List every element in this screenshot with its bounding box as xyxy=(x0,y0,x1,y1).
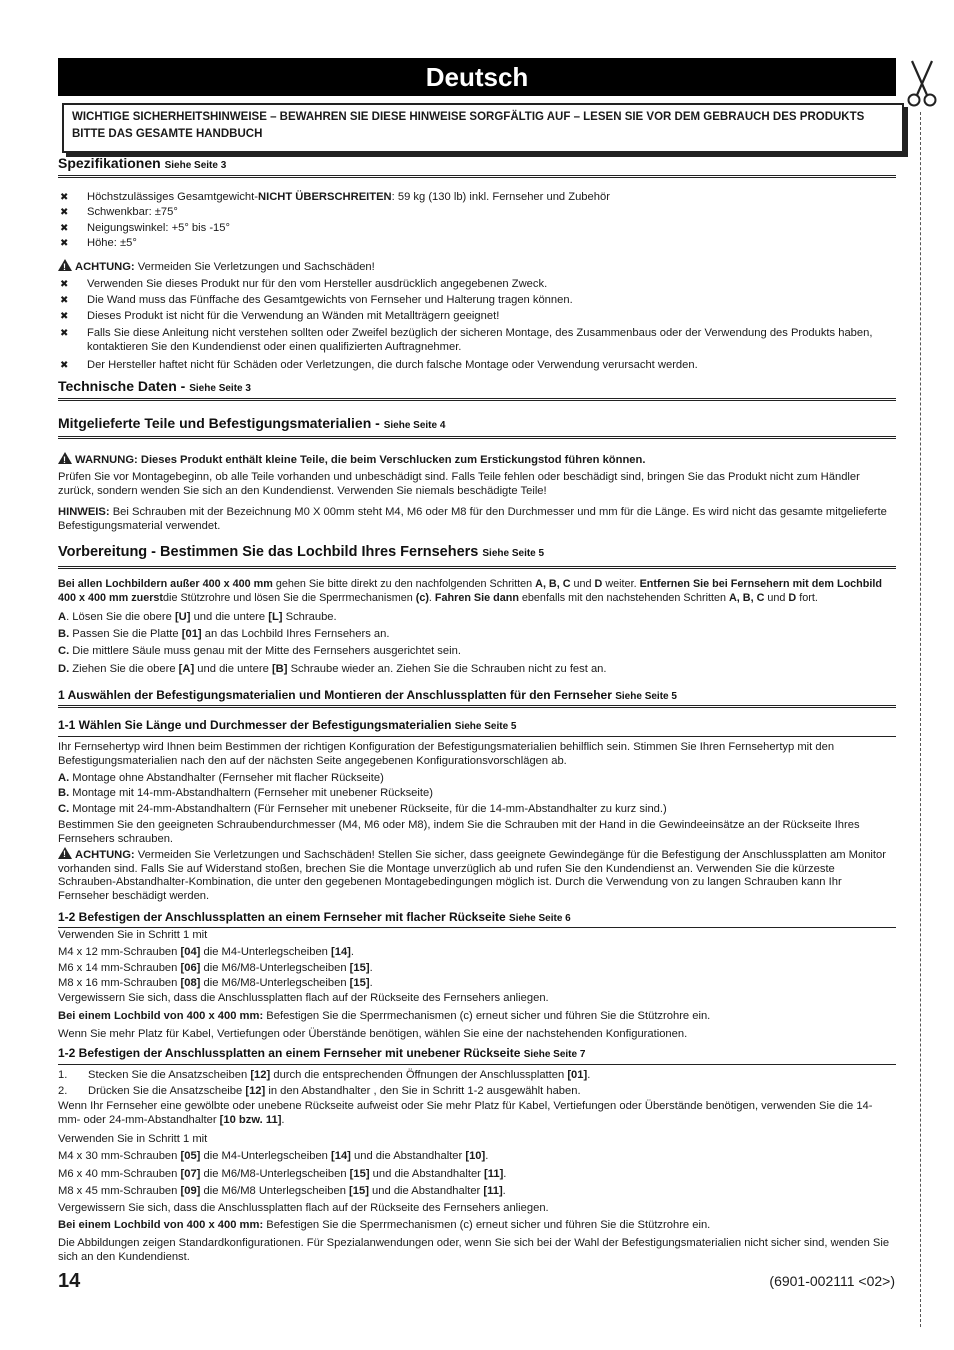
page-title: Deutsch xyxy=(58,58,896,96)
text-run: . xyxy=(281,1114,285,1126)
text-run: C. xyxy=(58,645,70,657)
text-run: Höchstzulässiges Gesamtgewicht- xyxy=(87,191,258,203)
screw-line xyxy=(58,961,894,975)
list-item-text xyxy=(87,190,887,204)
list-item xyxy=(60,236,892,251)
prep-intro xyxy=(58,577,894,605)
prep-step xyxy=(58,644,894,658)
bullet-icon: ✖ xyxy=(60,360,69,371)
s12b-final: Die Abbildungen zeigen Standardkonfigurationen. Für Spezialanwendungen oder, wenn Sie sich bei der Wahl der Befestigungsmaterialien nicht sicher sind, wenden Sie sich an den Kundendienst. xyxy=(58,1237,890,1263)
text-run: B. xyxy=(58,628,70,640)
text-run: [01] xyxy=(567,1069,588,1081)
text-run: M6 x 14 mm-Schrauben xyxy=(58,962,181,974)
screw-line xyxy=(58,1184,894,1198)
text-run: [12] xyxy=(245,1085,266,1097)
text-run: Ziehen Sie die obere xyxy=(69,663,179,675)
text-run: C. xyxy=(58,803,70,815)
divider xyxy=(58,436,896,439)
s12a-flat: Vergewissern Sie sich, dass die Anschlussplatten flach auf der Rückseite des Fernsehers anliegen. xyxy=(58,992,549,1004)
text-run: durch die entsprechenden Öffnungen der Anschlussplatten xyxy=(270,1069,568,1081)
s12b-400: Bei einem Lochbild von 400 x 400 mm: Befestigen Sie die Sperrmechanismen (c) erneut sicher und führen Sie die Stützrohre ein. xyxy=(58,1219,711,1231)
text-run: . xyxy=(350,946,355,958)
option-item xyxy=(58,786,894,800)
document-code: (6901-002111 <02>) xyxy=(769,1273,895,1289)
text-run: A xyxy=(58,611,67,623)
text-run: und die untere xyxy=(190,611,269,623)
divider xyxy=(58,175,896,178)
text-run: und die Abstandhalter xyxy=(350,1150,466,1162)
step-number: 2. xyxy=(58,1085,68,1097)
text-run: A, B, C xyxy=(535,578,571,590)
text-run: M6 x 40 mm-Schrauben xyxy=(58,1168,181,1180)
section-1-2b-heading: 1-2 Befestigen der Anschlussplatten an einem Fernseher mit unebener Rückseite Siehe Seite 7 xyxy=(58,1046,586,1060)
parts-heading: Mitgelieferte Teile und Befestigungsmaterialien - Siehe Seite 4 xyxy=(58,415,446,431)
text-run: die M6/M8-Unterlegscheiben xyxy=(200,977,350,989)
text-run: und die untere xyxy=(194,663,272,675)
text-run: [09] xyxy=(180,1185,201,1197)
bullet-icon: ✖ xyxy=(60,192,69,203)
list-item-text xyxy=(87,205,887,219)
parts-warning: !WARNUNG: Dieses Produkt enthält kleine Teile, die beim Verschlucken zum Erstickungstod führen können. xyxy=(58,452,894,467)
bullet-icon: ✖ xyxy=(60,279,69,290)
text-run: M4 x 30 mm-Schrauben xyxy=(58,1150,181,1162)
bullet-icon: ✖ xyxy=(60,238,69,249)
text-run: Fahren Sie dann xyxy=(434,592,519,604)
option-item xyxy=(58,802,894,816)
text-run: M8 x 16 mm-Schrauben xyxy=(58,977,181,989)
list-item-text: Falls Sie diese Anleitung nicht verstehen sollten oder Zweifel bezüglich der sicheren Montage, des Zusammenbaus oder der Verwendung des Produkts haben, kontaktieren Sie den Kundendienst oder einen qualifizierten Auftragnehmer. xyxy=(87,327,873,353)
list-item xyxy=(60,205,892,220)
s11-intro: Ihr Fernsehertyp wird Ihnen beim Bestimmen der richtigen Konfiguration der Befestigungsmaterialien behilflich sein. Stimmen Sie Ihren Fernsehertyp mit den Befestigungsmaterialien nach den auf der nächsten Seite angegebenen Konfigurationsvorschlägen ab. xyxy=(58,741,835,767)
text-run: in den Abstandhalter , den Sie in Schritt 1-2 ausgewählt haben. xyxy=(265,1085,581,1097)
divider xyxy=(58,1064,896,1065)
screw-line xyxy=(58,945,894,959)
numbered-step xyxy=(58,1084,890,1098)
list-item-text xyxy=(87,221,887,235)
text-run: Bei allen Lochbildern außer 400 x 400 mm xyxy=(58,578,273,590)
caution-notice: !ACHTUNG: Vermeiden Sie Verletzungen und Sachschäden! xyxy=(58,259,894,274)
text-run: die M4-Unterlegscheiben xyxy=(200,946,331,958)
text-run: Stecken Sie die Ansatzscheiben xyxy=(88,1069,251,1081)
text-run: Montage ohne Abstandhalter (Fernseher mit flacher Rückseite) xyxy=(69,772,384,784)
list-item xyxy=(60,190,892,205)
text-run: D xyxy=(788,592,797,604)
text-run: [15] xyxy=(349,1185,369,1197)
text-run: [11] xyxy=(483,1185,503,1197)
text-run: weiter. xyxy=(602,578,640,590)
text-run: [10 bzw. 11] xyxy=(219,1114,282,1126)
spec-heading: Spezifikationen Siehe Seite 3 xyxy=(58,155,227,171)
text-run: A. xyxy=(58,772,70,784)
text-run: [L] xyxy=(268,611,283,623)
warning-triangle-icon xyxy=(58,452,72,464)
option-item xyxy=(58,771,894,785)
screw-line xyxy=(58,976,894,990)
parts-note: HINWEIS: Bei Schrauben mit der Bezeichnung M0 X 00mm steht M4, M6 oder M8 für den Durchmesser und mm für die Länge. Es wird nicht das gesamte mitgelieferte Befestigungsmaterial verwendet. xyxy=(58,506,887,532)
list-item xyxy=(60,309,892,324)
text-run: A, B, C xyxy=(729,592,765,604)
text-run: die M4-Unterlegscheiben xyxy=(200,1150,331,1162)
text-run: Höhe: ±5° xyxy=(87,237,137,249)
text-run: M4 x 12 mm-Schrauben xyxy=(58,946,181,958)
section-1-heading: 1 Auswählen der Befestigungsmaterialien und Montieren der Anschlussplatten für den Fernseher Siehe Seite 5 xyxy=(58,688,677,702)
prep-step xyxy=(58,627,894,641)
warning-triangle-icon xyxy=(58,847,72,859)
text-run: und xyxy=(764,592,789,604)
text-run: [14] xyxy=(331,1150,351,1162)
text-run: B. xyxy=(58,787,70,799)
numbered-step xyxy=(58,1068,890,1082)
text-run: Neigungswinkel: +5° bis -15° xyxy=(87,222,230,234)
text-run: Schraube wieder an. Ziehen Sie die Schrauben nicht zu fest an. xyxy=(287,663,607,675)
list-item-text xyxy=(87,236,887,250)
divider xyxy=(58,566,896,569)
step-number: 1. xyxy=(58,1069,68,1081)
text-run: : 59 kg (130 lb) inkl. Fernseher und Zubehör xyxy=(391,191,610,203)
text-run: . xyxy=(369,977,373,989)
list-item-text: Der Hersteller haftet nicht für Schäden oder Verletzungen, die durch falsche Montage oder Verwendung verursacht werden. xyxy=(87,359,698,371)
text-run: [07] xyxy=(180,1168,201,1180)
s12a-400: Bei einem Lochbild von 400 x 400 mm: Befestigen Sie die Sperrmechanismen (c) erneut sicher und führen Sie die Stützrohre ein. xyxy=(58,1010,711,1022)
text-run: . xyxy=(503,1168,507,1180)
list-item xyxy=(60,326,892,354)
text-run: Drücken Sie die Ansatzscheibe xyxy=(88,1085,246,1097)
text-run: Montage mit 24-mm-Abstandhaltern (Für Fernseher mit unebener Rückseite, für die 14-mm-Abstandhalter zu kurz sind.) xyxy=(69,803,667,815)
list-item-text: Dieses Produkt ist nicht für die Verwendung an Wänden mit Metallträgern geeignet! xyxy=(87,310,500,322)
text-run: die M6/M8-Unterlegscheiben xyxy=(200,1168,350,1180)
bullet-icon: ✖ xyxy=(60,328,69,339)
scissors-icon xyxy=(905,58,939,108)
text-run: die M6/M8-Unterlegscheiben xyxy=(200,962,350,974)
divider xyxy=(58,705,896,708)
text-run: und xyxy=(570,578,595,590)
text-run: . xyxy=(428,592,435,604)
text-run: [06] xyxy=(180,962,201,974)
divider xyxy=(58,736,896,737)
s12b-curved xyxy=(58,1099,894,1127)
list-item xyxy=(60,293,892,308)
section-1-2a-heading: 1-2 Befestigen der Anschlussplatten an einem Fernseher mit flacher Rückseite Siehe Seite 6 xyxy=(58,910,571,924)
prep-heading: Vorbereitung - Bestimmen Sie das Lochbild Ihres Fernsehers Siehe Seite 5 xyxy=(58,544,545,560)
text-run: [U] xyxy=(174,611,191,623)
text-run: die M6/M8 Unterlegscheiben xyxy=(200,1185,350,1197)
text-run: (c) xyxy=(415,592,429,604)
divider xyxy=(58,398,896,401)
warning-triangle-icon xyxy=(58,259,72,271)
section-1-1-heading: 1-1 Wählen Sie Länge und Durchmesser der Befestigungsmaterialien Siehe Seite 5 xyxy=(58,718,517,732)
text-run: und die Abstandhalter xyxy=(369,1168,485,1180)
screw-line xyxy=(58,1149,894,1163)
text-run: [01] xyxy=(181,628,202,640)
text-run: gehen Sie bitte direkt zu den nachfolgenden Schritten xyxy=(272,578,536,590)
s12a-more: Wenn Sie mehr Platz für Kabel, Vertiefungen oder Überstände benötigen, wählen Sie eine der nachstehenden Konfigurationen. xyxy=(58,1028,688,1040)
text-run: . xyxy=(485,1150,489,1162)
list-item-text: Verwenden Sie dieses Produkt nur für den vom Hersteller ausdrücklich angegebenen Zweck. xyxy=(87,278,548,290)
s12b-use: Verwenden Sie in Schritt 1 mit xyxy=(58,1133,208,1145)
text-run: und die Abstandhalter xyxy=(368,1185,484,1197)
cut-line xyxy=(920,112,921,1327)
text-run: ebenfalls mit den nachstehenden Schritten xyxy=(518,592,729,604)
tech-heading: Technische Daten - Siehe Seite 3 xyxy=(58,378,251,394)
s11-diameter: Bestimmen Sie den geeigneten Schraubendurchmesser (M4, M6 oder M8), indem Sie die Schrauben mit der Hand in die Gewindeeinsätze an der Rückseite Ihres Fernsehers schrauben. xyxy=(58,819,860,845)
list-item xyxy=(60,358,892,373)
text-run: [15] xyxy=(349,1168,370,1180)
bullet-icon: ✖ xyxy=(60,295,69,306)
list-item-text: Die Wand muss das Fünffache des Gesamtgewichts von Fernseher und Halterung tragen können. xyxy=(87,294,573,306)
text-run: [15] xyxy=(349,977,370,989)
text-run: Wenn Ihr Fernseher eine gewölbte oder unebene Rückseite aufweist oder Sie mehr Platz für Kabel, Vertiefungen oder Überstände benötigen, verwenden Sie die 14-mm- oder 24-mm-Abstandhalter xyxy=(58,1100,873,1126)
text-run: [15] xyxy=(349,962,370,974)
prep-step xyxy=(58,610,894,624)
text-run: NICHT ÜBERSCHREITEN xyxy=(258,191,392,203)
text-run: Die mittlere Säule muss genau mit der Mitte des Fernsehers ausgerichtet sein. xyxy=(69,645,461,657)
bullet-icon: ✖ xyxy=(60,311,69,322)
text-run: . xyxy=(369,962,373,974)
text-run: [10] xyxy=(465,1150,486,1162)
text-run: [12] xyxy=(250,1069,271,1081)
s11-caution: !ACHTUNG: Vermeiden Sie Verletzungen und Sachschäden! Stellen Sie sicher, dass geeignete Gewindegänge für die Befestigung der Anschlussplatten am Monitor vorhanden sind. Falls Sie auf Widerstand stoßen, brechen Sie die Montage unverzüglich ab und rufen Sie den Kundendienst an. Verwenden Sie die kürzeste Schrauben-Abstandhalter-Kombination, die unter den gegebenen Montagebedingungen möglich ist. Durch die Verwendung von zu langen Schrauben kann Ihr Fernseher beschädigt werden. xyxy=(58,847,894,903)
text-run: [08] xyxy=(180,977,201,989)
text-run: D. xyxy=(58,663,70,675)
s12b-flat: Vergewissern Sie sich, dass die Anschlussplatten flach auf der Rückseite des Fernsehers anliegen. xyxy=(58,1202,549,1214)
text-run: Entfernen Sie bei Fernsehern mit dem Lochbild 400 x 400 mm zuerst xyxy=(58,578,882,604)
text-run: [B] xyxy=(271,663,288,675)
bullet-icon: ✖ xyxy=(60,207,69,218)
text-run: an das Lochbild Ihres Fernsehers an. xyxy=(201,628,390,640)
text-run: M8 x 45 mm-Schrauben xyxy=(58,1185,181,1197)
text-run: [A] xyxy=(178,663,195,675)
text-run: die Stützrohre und lösen Sie die Sperrmechanismen xyxy=(163,592,416,604)
text-run: Schraube. xyxy=(282,611,337,623)
text-run: [14] xyxy=(331,946,351,958)
text-run: [11] xyxy=(484,1168,504,1180)
text-run: . Lösen Sie die obere xyxy=(66,611,175,623)
screw-line xyxy=(58,1167,894,1181)
text-run: Montage mit 14-mm-Abstandhaltern (Fernseher mit unebener Rückseite) xyxy=(69,787,433,799)
text-run: . xyxy=(502,1185,506,1197)
text-run: Passen Sie die Platte xyxy=(69,628,182,640)
text-run: fort. xyxy=(796,592,818,604)
bullet-icon: ✖ xyxy=(60,223,69,234)
text-run: [04] xyxy=(180,946,201,958)
list-item xyxy=(60,277,892,292)
s12a-use: Verwenden Sie in Schritt 1 mit xyxy=(58,929,208,941)
page-number: 14 xyxy=(58,1270,81,1292)
list-item xyxy=(60,221,892,236)
text-run: D xyxy=(594,578,603,590)
prep-step xyxy=(58,662,894,676)
text-run: [05] xyxy=(180,1150,201,1162)
text-run: Schwenkbar: ±75° xyxy=(87,206,178,218)
safety-notice: WICHTIGE SICHERHEITSHINWEISE – BEWAHREN SIE DIESE HINWEISE SORGFÄLTIG AUF – LESEN SIE VOR DEM GEBRAUCH DES PRODUKTS BITTE DAS GESAMTE HANDBUCH xyxy=(62,103,904,153)
text-run: . xyxy=(587,1069,591,1081)
parts-check-text: Prüfen Sie vor Montagebeginn, ob alle Teile vorhanden und unbeschädigt sind. Falls Teile fehlen oder beschädigt sind, bringen Sie das Produkt nicht zum Händler zurück, sondern wenden Sie sich an den Kundendienst. Verwenden Sie niemals beschädigte Teile! xyxy=(58,471,860,497)
